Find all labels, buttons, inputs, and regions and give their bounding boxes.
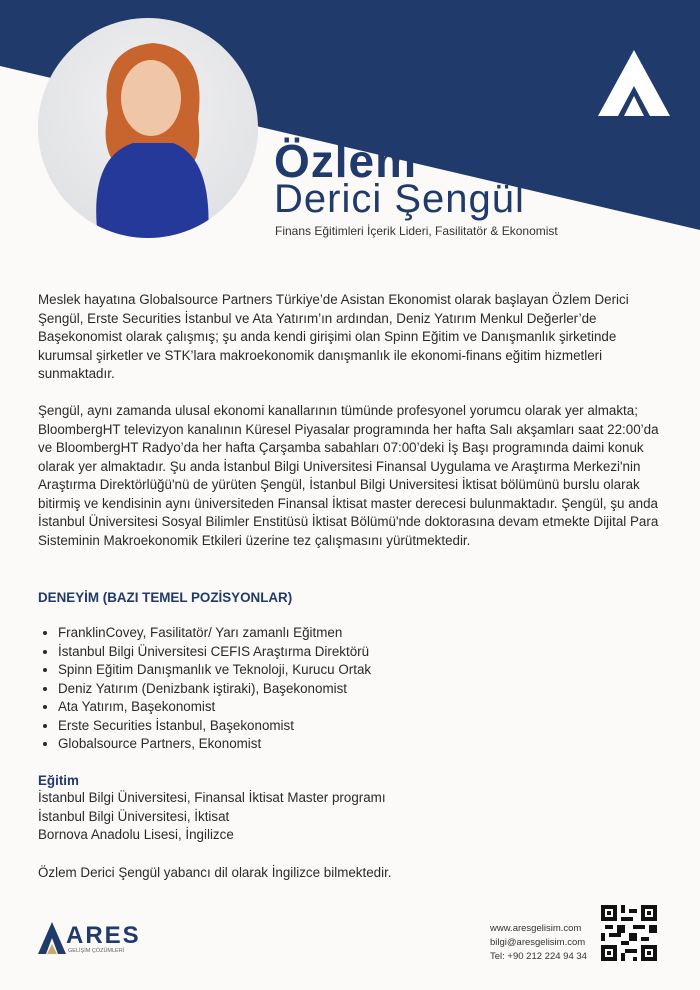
education-heading: Eğitim (38, 773, 79, 788)
list-item: • Spinn Eğitim Danışmanlık ve Teknoloji, Kurucu Ortak (58, 661, 371, 680)
list-item: İstanbul Bilgi Üniversitesi, Finansal İktisat Master programı (38, 790, 386, 805)
list-item: • Erste Securities İstanbul, Başekonomist (58, 717, 371, 736)
contact-info (490, 922, 587, 964)
ares-brand: ARES (66, 922, 141, 949)
list-item: • FranklinCovey, Fasilitatör/ Yarı zamanlı Eğitmen (58, 624, 371, 643)
education-list (38, 789, 386, 845)
phone-number: Tel: +90 212 224 94 34 (490, 951, 587, 962)
qr-code-icon (601, 905, 657, 961)
list-item: İstanbul Bilgi Üniversitesi, İktisat (38, 808, 230, 824)
list-item: • İstanbul Bilgi Üniversitesi CEFIS Araştırma Direktörü (58, 643, 371, 662)
list-item: • Globalsource Partners, Ekonomist (58, 735, 371, 754)
language-note: Özlem Derici Şengül yabancı dil olarak İngilizce bilmektedir. (38, 865, 392, 880)
list-item: Bornova Anadolu Lisesi, İngilizce (38, 827, 234, 842)
bio-paragraph: Meslek hayatına Globalsource Partners Türkiye’de Asistan Ekonomist olarak başlayan Özlem Derici Şengül, Erste Securities İstanbul ve Ata Yatırım’ın ardından, Deniz Yatırım Menkul Değerler’de Başekonomist olarak çalışmış; şu anda kendi girişimi olan Spinn Eğitim ve Danışmanlık şirketinde kurumsal şirketler ve STK’lara makroekonomik danışmanlık ile ekonomi-finans eğitim hizmetleri sunmaktadır. (38, 292, 629, 381)
job-title: Finans Eğitimleri İçerik Lideri, Fasilitatör & Ekonomist (275, 224, 558, 238)
list-item: • Ata Yatırım, Başekonomist (58, 698, 371, 717)
brand-logo-icon (598, 50, 670, 116)
ares-a-icon (38, 922, 66, 954)
last-name: Derici Şengül (274, 177, 525, 221)
bio-paragraph: Şengül, aynı zamanda ulusal ekonomi kanallarının tümünde profesyonel yorumcu olarak yer almakta; BloombergHT televizyon kanalının Küresel Piyasalar programında her hafta Salı akşamları saat 22:00’da ve BloombergHT Radyo’da her hafta Çarşamba sabahları 07:00’deki İş Başı programında daimi konuk olarak yer almaktadır. Şu anda İstanbul Bilgi Universitesi Finansal Uygulama ve Araştırma Merkezi'nin Araştırma Direktörlüğü'nü de yürüten Şengül, İstanbul Bilgi Universitesi İktisat bölümünü burslu olarak bitirmiş ve kendisinin aynı üniversiteden Finansal İktisat master derecesi bulunmaktadır. Şengül, şu anda İstanbul Üniversitesi Sosyal Bilimler Enstitüsü İktisat Bölümü'nde doktorasına devam etmekte Dijital Para Sisteminin Makroekonomik Etkileri üzerine tez çalışmasını yürütmektedir. (38, 403, 659, 548)
first-name: Özlem (274, 135, 418, 187)
ares-tagline: GELİŞİM ÇÖZÜMLERİ (68, 948, 125, 954)
website-link[interactable]: www.aresgelisim.com (490, 923, 582, 934)
experience-heading: DENEYİM (BAZI TEMEL POZİSYONLAR) (38, 590, 293, 605)
profile-photo (38, 18, 258, 238)
list-item: • Deniz Yatırım (Denizbank iştiraki), Başekonomist (58, 680, 371, 699)
experience-list (38, 624, 371, 754)
email-link[interactable]: bilgi@aresgelisim.com (490, 937, 586, 948)
